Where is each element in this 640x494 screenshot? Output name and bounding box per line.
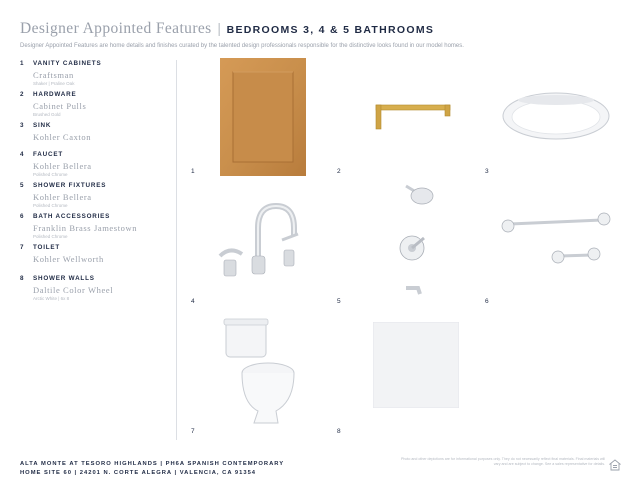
footer-line-1: ALTA MONTE AT TESORO HIGHLANDS | PH6A SPANISH CONTEMPORARY [20, 461, 285, 467]
feature-product: Kohler Bellera [33, 192, 92, 202]
equal-housing-icon [609, 459, 621, 471]
feature-category: BATH ACCESSORIES [33, 213, 111, 220]
feature-category: SINK [33, 122, 52, 129]
footer-address [20, 460, 284, 477]
page-header [20, 20, 630, 49]
feature-number: 4 [20, 151, 25, 158]
feature-number: 5 [20, 182, 25, 189]
image-number: 8 [337, 428, 341, 435]
vanity-cabinet-image [220, 58, 306, 176]
feature-category: SHOWER FIXTURES [33, 182, 107, 189]
feature-number: 2 [20, 91, 25, 98]
feature-product: Cabinet Pulls [33, 101, 87, 111]
image-number: 7 [191, 428, 195, 435]
feature-detail: Arctic White | 6x 8 [33, 296, 70, 301]
page-description: Designer Appointed Features are home details and finishes curated by the talented design professionals responsible for the distinctive looks found in our model homes. [20, 43, 464, 49]
feature-detail: Shaker | Praline Oak [33, 81, 75, 86]
feature-item [20, 60, 170, 86]
feature-number: 6 [20, 213, 25, 220]
title-row [20, 20, 630, 38]
footer-line-2: HOME SITE 60 | 24201 N. CORTE ALEGRA | VALENCIA, CA 91354 [20, 469, 257, 476]
feature-category: SHOWER WALLS [33, 275, 95, 282]
feature-category: FAUCET [33, 151, 63, 158]
feature-product: Kohler Caxton [33, 132, 92, 142]
image-number: 5 [337, 298, 341, 305]
feature-item [20, 244, 170, 264]
shower-fixtures-image [398, 178, 442, 302]
sink-image [500, 90, 612, 142]
feature-product: Daltile Color Wheel [33, 285, 114, 295]
feature-category: TOILET [33, 244, 61, 251]
feature-product: Franklin Brass Jamestown [33, 223, 138, 233]
image-number: 1 [191, 168, 195, 175]
footer-disclaimer: Photo and other depictions are for informational purposes only. They do not necessarily reflect final materials. Final materials will vary and are subject to change. See a sales representative for details. [400, 457, 605, 467]
feature-category: VANITY CABINETS [33, 60, 102, 67]
feature-item [20, 275, 170, 301]
feature-product: Kohler Wellworth [33, 254, 104, 264]
bath-accessories-image [498, 210, 612, 270]
feature-detail: Polished Chrome [33, 234, 68, 239]
image-number: 2 [337, 168, 341, 175]
feature-number: 1 [20, 60, 25, 67]
page-subtitle: BEDROOMS 3, 4 & 5 BATHROOMS [226, 24, 435, 36]
feature-category: HARDWARE [33, 91, 77, 98]
feature-item [20, 151, 170, 177]
feature-number: 3 [20, 122, 25, 129]
feature-number: 8 [20, 275, 25, 282]
cabinet-pull-image [372, 100, 454, 134]
feature-product: Kohler Bellera [33, 161, 92, 171]
column-divider [176, 60, 177, 440]
shower-wall-tile-image [373, 322, 459, 408]
title-separator: | [217, 21, 221, 37]
image-number: 4 [191, 298, 195, 305]
feature-item [20, 213, 170, 239]
feature-detail: Brushed Gold [33, 112, 61, 117]
page-title: Designer Appointed Features [20, 20, 212, 37]
feature-detail: Polished Chrome [33, 172, 68, 177]
feature-item [20, 182, 170, 208]
feature-item [20, 122, 170, 142]
toilet-image [218, 315, 298, 427]
feature-detail: Polished Chrome [33, 203, 68, 208]
faucet-image [210, 198, 320, 284]
image-number: 3 [485, 168, 489, 175]
image-number: 6 [485, 298, 489, 305]
feature-item [20, 91, 170, 117]
feature-product: Craftsman [33, 70, 74, 80]
feature-number: 7 [20, 244, 25, 251]
